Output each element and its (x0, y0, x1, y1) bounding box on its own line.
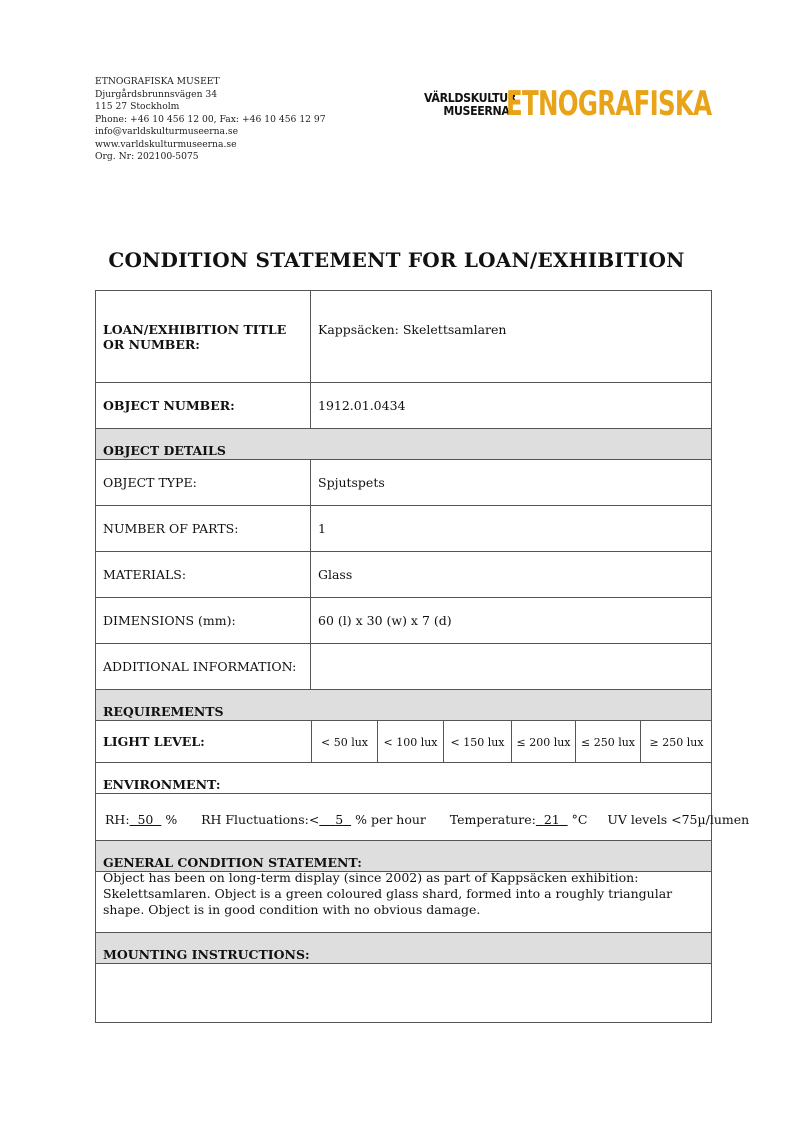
row-general-condition-text (96, 872, 711, 933)
temp-label: Temperature: (449, 812, 536, 827)
row-dimensions (96, 598, 711, 644)
rh-unit: % (165, 812, 178, 827)
museum-logo (424, 84, 791, 124)
logo-line2: MUSEERNA (443, 103, 510, 118)
lux-option: ≥ 250 lux (640, 721, 712, 762)
logo-wordmark-small (424, 90, 516, 118)
lux-option: < 50 lux (311, 721, 377, 762)
museum-address (95, 76, 326, 164)
address-line: www.varldskulturmuseerna.se (95, 138, 237, 150)
mounting-header: MOUNTING INSTRUCTIONS: (103, 947, 310, 962)
lux-option: < 150 lux (443, 721, 511, 762)
row-additional-info (96, 644, 711, 690)
temp-value: 21 (543, 812, 560, 827)
row-materials (96, 552, 711, 598)
logo-line1: VÄRLDSKULTUR (424, 90, 516, 105)
dimensions-label: DIMENSIONS (mm): (96, 598, 311, 643)
section-mounting (96, 933, 711, 964)
address-line: ETNOGRAFISKA MUSEET (95, 76, 220, 87)
address-line: Djurgårdsbrunnsvägen 34 (95, 88, 218, 100)
requirements-header: REQUIREMENTS (103, 704, 224, 719)
environment-header: ENVIRONMENT: (103, 777, 221, 792)
environment-line (105, 812, 749, 827)
section-object-details (96, 429, 711, 460)
page-title: CONDITION STATEMENT FOR LOAN/EXHIBITION (108, 248, 685, 272)
row-light-level (96, 721, 711, 763)
dimensions-value: 60 (l) x 30 (w) x 7 (d) (318, 613, 452, 628)
additional-info-value (311, 644, 711, 689)
row-mounting-text (96, 964, 711, 1022)
lux-option: ≤ 250 lux (575, 721, 640, 762)
rh-fluct-unit: % per hour (355, 812, 426, 827)
address-line: info@varldskulturmuseerna.se (95, 126, 239, 137)
condition-form (95, 290, 750, 1023)
address-line: Org. Nr: 202100-5075 (95, 151, 199, 162)
parts-label: NUMBER OF PARTS: (96, 506, 311, 551)
object-details-header: OBJECT DETAILS (103, 443, 226, 458)
row-environment-values (96, 794, 750, 841)
logo-brand: ETNOGRAFISKA (506, 84, 712, 124)
section-requirements (96, 690, 711, 721)
materials-value: Glass (318, 567, 353, 582)
general-condition-text: Object has been on long-term display (since 2002) as part of Kappsäcken exhibition: Skelettsamlaren. Object is a green coloured glass shard, formed into a roughly triangular shape. Object is in good condition with no obvious damage. (103, 870, 673, 917)
row-object-number (96, 383, 711, 429)
general-condition-header: GENERAL CONDITION STATEMENT: (103, 855, 362, 870)
object-number-label: OBJECT NUMBER: (96, 383, 311, 428)
lux-option: < 100 lux (377, 721, 443, 762)
section-environment (96, 763, 711, 794)
row-object-type (96, 460, 711, 506)
rh-fluct-label: RH Fluctuations:< (201, 812, 320, 827)
light-level-label: LIGHT LEVEL: (103, 734, 205, 749)
loan-title-label: LOAN/EXHIBITION TITLE OR NUMBER: (96, 291, 311, 382)
row-number-of-parts (96, 506, 711, 552)
loan-title-value: Kappsäcken: Skelettsamlaren (318, 322, 507, 337)
object-type-label: OBJECT TYPE: (96, 460, 311, 505)
additional-info-label: ADDITIONAL INFORMATION: (96, 644, 311, 689)
object-type-value: Spjutspets (318, 475, 385, 490)
section-general-condition (96, 841, 711, 872)
address-line: Phone: +46 10 456 12 00, Fax: +46 10 456 12 97 (95, 113, 326, 125)
row-loan-title (96, 291, 711, 383)
object-number-value: 1912.01.0434 (318, 398, 406, 413)
lux-option: ≤ 200 lux (511, 721, 575, 762)
rh-fluct-value: 5 (335, 812, 344, 827)
rh-label: RH: (105, 812, 130, 827)
temp-unit: °C (571, 812, 588, 827)
uv-levels: UV levels <75µ/lumen (607, 812, 750, 827)
parts-value: 1 (318, 521, 326, 536)
rh-value: 50 (137, 812, 154, 827)
materials-label: MATERIALS: (96, 552, 311, 597)
address-line: 115 27 Stockholm (95, 101, 180, 112)
